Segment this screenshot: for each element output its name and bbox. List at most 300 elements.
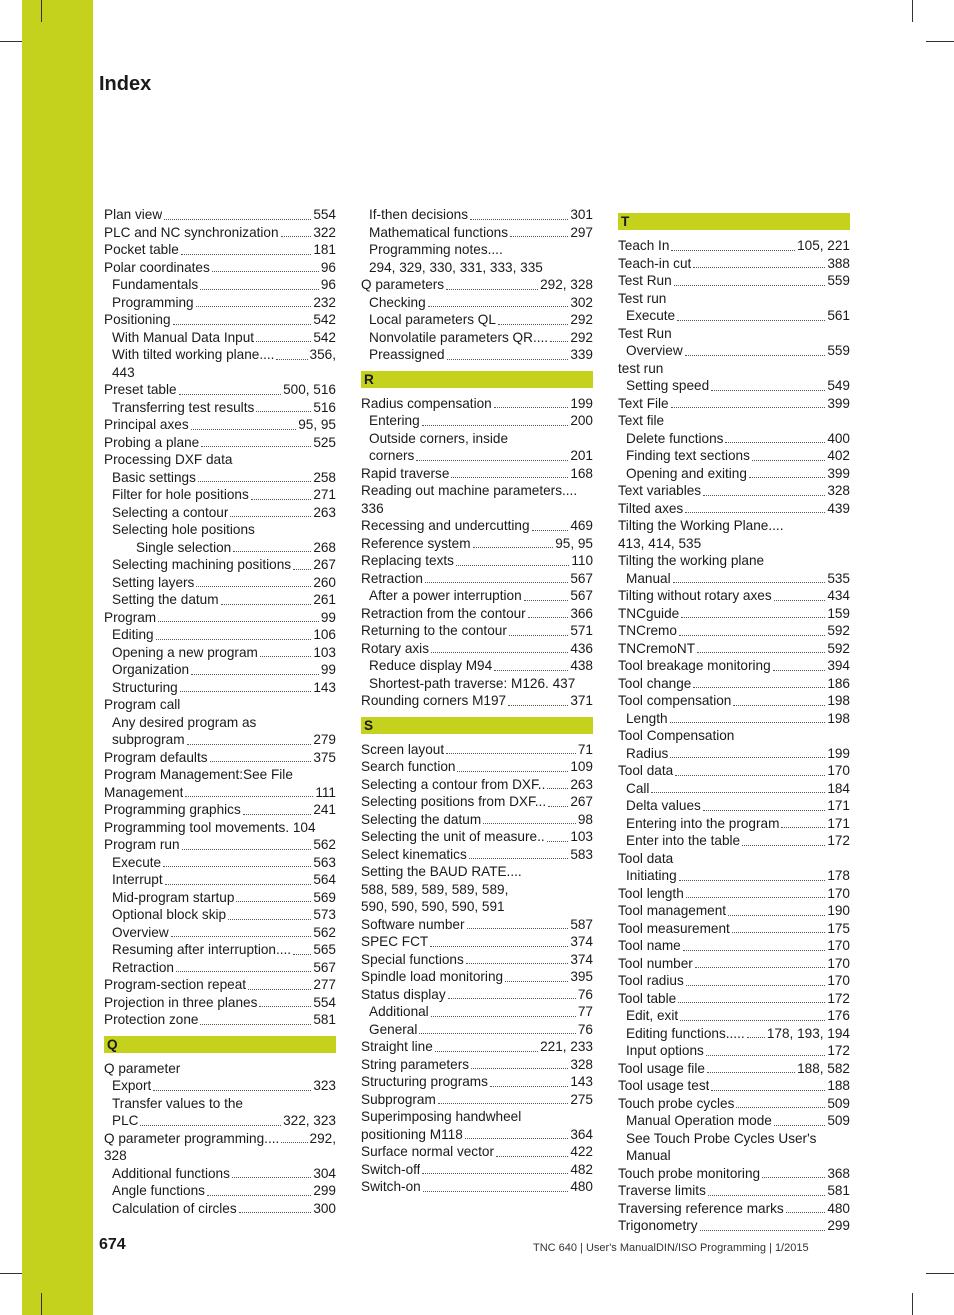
- index-entry: [361, 329, 593, 347]
- entry-term: Status display: [361, 986, 446, 1002]
- entry-term: Tool breakage monitoring: [618, 658, 771, 673]
- index-entry: [104, 994, 336, 1012]
- dot-leader: [725, 442, 825, 443]
- entry-pages: 480: [570, 1179, 593, 1194]
- entry-term: Q parameter programming....: [104, 1130, 280, 1146]
- index-entry: [104, 959, 336, 977]
- entry-term: Execute: [112, 854, 162, 870]
- entry-pages: 480: [827, 1200, 850, 1216]
- entry-term: Preset table: [104, 382, 177, 397]
- index-entry: [618, 622, 850, 640]
- entry-term: Program run: [104, 837, 180, 852]
- index-entry: [618, 570, 850, 588]
- index-entry: [104, 696, 336, 714]
- dot-leader: [686, 985, 826, 986]
- entry-pages: 394: [827, 658, 850, 673]
- entry-pages: 190: [827, 903, 850, 918]
- index-entry: [104, 819, 336, 837]
- entry-pages: 143: [313, 679, 336, 695]
- index-entry: [361, 447, 593, 465]
- entry-pages: 178: [827, 868, 850, 883]
- index-entry: [361, 640, 593, 658]
- entry-term: corners: [369, 448, 415, 463]
- entry-pages: 323: [313, 1078, 336, 1093]
- dot-leader: [431, 652, 568, 653]
- entry-pages: 198: [827, 710, 850, 726]
- index-entry: [361, 587, 593, 605]
- entry-pages: 98: [577, 811, 593, 827]
- dot-leader: [191, 429, 297, 430]
- entry-pages: 592: [827, 623, 850, 638]
- entry-term: Touch probe cycles: [618, 1095, 735, 1111]
- entry-term: Tool data: [618, 763, 674, 778]
- index-entry: [104, 329, 336, 347]
- dot-leader: [752, 460, 825, 461]
- index-entry: [618, 1007, 850, 1025]
- dot-leader: [490, 1086, 568, 1087]
- dot-leader: [548, 806, 568, 807]
- entry-pages: 292: [570, 329, 593, 345]
- index-column-3: [618, 206, 850, 1235]
- entry-term: Tool management: [618, 903, 727, 918]
- index-entry: [618, 272, 850, 290]
- entry-pages: 509: [827, 1113, 850, 1128]
- index-entry: [361, 500, 593, 518]
- index-entry: [361, 692, 593, 710]
- dot-leader: [200, 1024, 311, 1025]
- footer-text: TNC 640 | User's ManualDIN/ISO Programming | 1/2015: [533, 1242, 809, 1254]
- dot-leader: [469, 858, 569, 859]
- entry-pages: 232: [313, 294, 336, 310]
- entry-term: 413, 414, 535: [618, 535, 702, 551]
- section-letter: Q: [104, 1036, 336, 1053]
- entry-term: Polar coordinates: [104, 259, 210, 275]
- entry-pages: 571: [570, 623, 593, 638]
- entry-pages: 297: [570, 224, 593, 240]
- dot-leader: [697, 652, 825, 653]
- index-entry: [618, 500, 850, 518]
- entry-pages: 181: [313, 242, 336, 257]
- dot-leader: [685, 512, 825, 513]
- index-entry: [104, 206, 336, 224]
- entry-pages: 241: [313, 802, 336, 817]
- dot-leader: [693, 687, 825, 688]
- entry-pages: 175: [827, 920, 850, 936]
- index-entry: [618, 675, 850, 693]
- index-entry: [361, 1056, 593, 1074]
- entry-pages: 564: [313, 872, 336, 887]
- dot-leader: [510, 236, 568, 237]
- entry-pages: 95, 95: [555, 535, 593, 551]
- index-entry: [104, 889, 336, 907]
- entry-pages: 581: [313, 1012, 336, 1027]
- entry-term: 443: [112, 364, 135, 380]
- dot-leader: [671, 250, 795, 251]
- index-entry: [104, 1165, 336, 1183]
- entry-pages: 542: [313, 329, 336, 345]
- entry-pages: 277: [313, 977, 336, 992]
- entry-term: SPEC FCT: [361, 934, 429, 949]
- dot-leader: [706, 1055, 825, 1056]
- entry-term: Optional block skip: [112, 907, 227, 922]
- entry-term: TNCguide: [618, 605, 680, 621]
- index-entry: [618, 1200, 850, 1218]
- index-entry: [361, 1178, 593, 1196]
- entry-pages: 186: [827, 675, 850, 691]
- entry-pages: 302: [570, 294, 593, 310]
- index-entry: [361, 968, 593, 986]
- entry-pages: 188, 582: [797, 1060, 850, 1076]
- entry-pages: 110: [571, 553, 593, 568]
- index-entry: [361, 395, 593, 413]
- index-entry: [618, 605, 850, 623]
- entry-pages: 76: [577, 1021, 593, 1037]
- index-entry: [104, 749, 336, 767]
- entry-term: Q parameters: [361, 277, 445, 292]
- entry-pages: 402: [827, 448, 850, 463]
- entry-term: Mathematical functions: [369, 224, 509, 240]
- entry-pages: 260: [313, 574, 336, 590]
- entry-pages: 304: [313, 1165, 336, 1181]
- index-entry: [104, 871, 336, 889]
- index-entry: [618, 692, 850, 710]
- entry-pages: 105, 221: [797, 238, 850, 253]
- dot-leader: [742, 845, 825, 846]
- entry-term: Principal axes: [104, 417, 189, 432]
- index-entry: [618, 535, 850, 553]
- index-entry: [361, 846, 593, 864]
- index-entry: [361, 259, 593, 277]
- dot-leader: [236, 901, 311, 902]
- entry-term: TNCremoNT: [618, 640, 696, 656]
- dot-leader: [248, 989, 311, 990]
- dot-leader: [733, 705, 825, 706]
- dot-leader: [158, 621, 319, 622]
- side-color-bar: [22, 0, 93, 1315]
- index-entry: [361, 1161, 593, 1179]
- entry-term: Traversing reference marks: [618, 1200, 784, 1216]
- index-entry: [104, 469, 336, 487]
- entry-term: Rapid traverse: [361, 465, 450, 481]
- entry-pages: 388: [827, 255, 850, 271]
- crop-mark: [912, 1293, 913, 1315]
- entry-term: Edit, exit: [626, 1008, 679, 1023]
- dot-leader: [508, 705, 568, 706]
- index-entry: [618, 920, 850, 938]
- entry-pages: 170: [827, 763, 850, 778]
- entry-pages: 422: [570, 1144, 593, 1159]
- index-entry: [618, 1025, 850, 1043]
- entry-term: Finding text sections: [626, 448, 750, 463]
- index-entry: [618, 430, 850, 448]
- index-entry: [361, 811, 593, 829]
- entry-pages: 399: [827, 395, 850, 411]
- entry-pages: 99: [320, 609, 336, 625]
- entry-pages: 562: [313, 924, 336, 940]
- entry-term: Transferring test results: [112, 399, 255, 415]
- dot-leader: [293, 954, 311, 955]
- entry-term: Entering into the program: [626, 815, 780, 831]
- dot-leader: [451, 477, 568, 478]
- dot-leader: [430, 946, 568, 947]
- index-entry: [104, 836, 336, 854]
- dot-leader: [428, 306, 569, 307]
- entry-term: Fundamentals: [112, 277, 199, 292]
- dot-leader: [293, 569, 311, 570]
- index-entry: [361, 793, 593, 811]
- entry-term: Test run: [618, 290, 667, 306]
- entry-pages: 271: [313, 487, 336, 502]
- dot-leader: [505, 981, 568, 982]
- entry-pages: 95, 95: [298, 417, 336, 432]
- entry-term: Tilted axes: [618, 500, 684, 516]
- entry-pages: 567: [570, 570, 593, 586]
- entry-pages: 500, 516: [283, 382, 336, 397]
- index-column-1: [104, 206, 336, 1217]
- entry-term: Initiating: [626, 868, 677, 883]
- index-entry: [104, 434, 336, 452]
- dot-leader: [191, 674, 319, 675]
- entry-pages: 159: [827, 605, 850, 621]
- index-entry: [618, 290, 850, 308]
- entry-term: Traverse limits: [618, 1183, 706, 1198]
- entry-pages: 399: [827, 465, 850, 481]
- entry-pages: 199: [827, 745, 850, 761]
- entry-pages: 170: [827, 885, 850, 901]
- index-entry: [104, 364, 336, 382]
- index-entry: [361, 1073, 593, 1091]
- entry-term: Program-section repeat: [104, 977, 247, 992]
- dot-leader: [671, 407, 826, 408]
- entry-pages: 366: [570, 605, 593, 621]
- dot-leader: [163, 866, 311, 867]
- index-entry: [618, 867, 850, 885]
- index-entry: [104, 381, 336, 399]
- entry-term: Additional functions: [112, 1165, 230, 1181]
- entry-term: Programming: [112, 294, 194, 310]
- index-entry: [104, 644, 336, 662]
- entry-pages: 103: [313, 644, 336, 660]
- dot-leader: [448, 998, 576, 999]
- dot-leader: [196, 306, 312, 307]
- entry-pages: 172: [827, 990, 850, 1006]
- dot-leader: [179, 394, 282, 395]
- entry-pages: 400: [827, 430, 850, 446]
- entry-pages: 368: [827, 1165, 850, 1181]
- entry-term: Editing functions.....: [626, 1025, 745, 1041]
- dot-leader: [212, 271, 319, 272]
- dot-leader: [435, 1051, 538, 1052]
- entry-term: Resuming after interruption....: [112, 942, 292, 957]
- index-entry: [618, 640, 850, 658]
- dot-leader: [707, 1072, 795, 1073]
- entry-term: Tool measurement: [618, 920, 730, 936]
- entry-term: Surface normal vector: [361, 1144, 494, 1159]
- entry-term: With Manual Data Input: [112, 329, 255, 345]
- dot-leader: [675, 775, 825, 776]
- section-letter: R: [361, 371, 593, 388]
- entry-term: Delete functions: [626, 430, 724, 446]
- index-entry: [104, 679, 336, 697]
- entry-term: Returning to the contour: [361, 623, 507, 638]
- dot-leader: [683, 950, 826, 951]
- page-number: 674: [99, 1236, 126, 1253]
- dot-leader: [736, 1107, 825, 1108]
- entry-pages: 469: [570, 518, 593, 533]
- index-entry: [361, 1003, 593, 1021]
- dot-leader: [496, 1156, 568, 1157]
- entry-pages: 258: [313, 469, 336, 485]
- entry-term: Tool radius: [618, 973, 684, 988]
- entry-term: Tool table: [618, 990, 677, 1006]
- index-entry: [104, 1095, 336, 1113]
- index-entry: [104, 766, 336, 784]
- entry-term: Recessing and undercutting: [361, 518, 530, 533]
- entry-pages: 525: [313, 434, 336, 450]
- index-entry: [618, 1165, 850, 1183]
- entry-term: Selecting the unit of measure..: [361, 829, 545, 844]
- entry-term: Management: [104, 784, 184, 800]
- entry-pages: 263: [570, 776, 593, 792]
- entry-term: Tilting the working plane: [618, 553, 765, 568]
- entry-pages: 198: [827, 693, 850, 708]
- index-entry: [618, 657, 850, 675]
- entry-pages: 535: [827, 570, 850, 586]
- crop-mark: [0, 41, 22, 42]
- entry-pages: 267: [313, 557, 336, 572]
- entry-term: Outside corners, inside: [369, 430, 509, 446]
- dot-leader: [670, 757, 825, 758]
- index-entry: [104, 294, 336, 312]
- index-entry: [618, 1112, 850, 1130]
- entry-pages: 542: [313, 312, 336, 327]
- entry-term: 336: [361, 500, 384, 516]
- entry-term: Teach-in cut: [618, 255, 692, 271]
- entry-term: Shortest-path traverse: M126. 437: [369, 675, 576, 691]
- index-entry: [361, 1143, 593, 1161]
- entry-pages: 76: [577, 986, 593, 1002]
- index-entry: [361, 1108, 593, 1126]
- dot-leader: [207, 1195, 311, 1196]
- entry-term: Touch probe monitoring: [618, 1165, 761, 1181]
- dot-leader: [281, 1142, 307, 1143]
- entry-term: Superimposing handwheel: [361, 1109, 522, 1124]
- entry-term: Manual: [626, 1148, 671, 1163]
- entry-pages: 172: [827, 833, 850, 848]
- index-entry: [361, 465, 593, 483]
- entry-term: Any desired program as: [112, 714, 257, 730]
- entry-term: Execute: [626, 308, 676, 323]
- entry-term: Transfer values to the: [112, 1095, 243, 1111]
- entry-term: Radius: [626, 745, 669, 761]
- entry-pages: 268: [313, 539, 336, 555]
- index-entry: [104, 1182, 336, 1200]
- entry-term: Tool name: [618, 938, 681, 953]
- index-entry: [618, 955, 850, 973]
- entry-term: Trigonometry: [618, 1218, 698, 1233]
- entry-pages: 439: [827, 500, 850, 516]
- entry-pages: 328: [570, 1056, 593, 1072]
- dot-leader: [259, 1006, 311, 1007]
- entry-term: TNCremo: [618, 623, 677, 638]
- dot-leader: [239, 1212, 312, 1213]
- entry-term: Switch-off: [361, 1161, 421, 1177]
- dot-leader: [686, 897, 826, 898]
- entry-pages: 516: [313, 399, 336, 415]
- entry-term: Opening and exiting: [626, 465, 747, 481]
- index-entry: [104, 1130, 336, 1148]
- entry-term: Text file: [618, 413, 665, 428]
- entry-term: Export: [112, 1078, 152, 1093]
- entry-term: String parameters: [361, 1056, 470, 1072]
- entry-pages: 328: [827, 483, 850, 498]
- index-entry: [104, 259, 336, 277]
- entry-term: Mid-program startup: [112, 889, 235, 905]
- entry-pages: 339: [570, 347, 593, 362]
- entry-term: Projection in three planes: [104, 994, 258, 1010]
- entry-term: Tilting without rotary axes: [618, 588, 772, 603]
- entry-term: Local parameters QL: [369, 312, 496, 327]
- entry-term: General: [369, 1021, 418, 1037]
- entry-pages: 374: [570, 934, 593, 949]
- entry-term: Retraction from the contour: [361, 605, 526, 621]
- entry-term: Probing a plane: [104, 434, 200, 450]
- entry-term: Tool usage file: [618, 1060, 705, 1076]
- entry-pages: 275: [570, 1091, 593, 1107]
- dot-leader: [494, 407, 569, 408]
- dot-leader: [243, 814, 312, 815]
- entry-pages: 77: [577, 1004, 593, 1019]
- entry-pages: 561: [827, 308, 850, 323]
- entry-term: Tool length: [618, 885, 684, 901]
- entry-pages: 176: [827, 1008, 850, 1023]
- index-entry: [104, 731, 336, 749]
- dot-leader: [670, 722, 826, 723]
- index-entry: [104, 784, 336, 802]
- dot-leader: [685, 355, 826, 356]
- index-entry: [618, 972, 850, 990]
- dot-leader: [256, 411, 311, 412]
- dot-leader: [260, 656, 311, 657]
- dot-leader: [732, 932, 825, 933]
- entry-term: Selecting machining positions: [112, 557, 292, 572]
- entry-term: Setting speed: [626, 378, 710, 393]
- index-entry: [361, 741, 593, 759]
- entry-pages: 263: [313, 504, 336, 520]
- dot-leader: [693, 267, 825, 268]
- entry-pages: 178, 193, 194: [766, 1025, 850, 1041]
- index-entry: [618, 342, 850, 360]
- dot-leader: [774, 600, 826, 601]
- dot-leader: [762, 1177, 825, 1178]
- index-entry: [618, 1095, 850, 1113]
- dot-leader: [547, 788, 568, 789]
- index-entry: [104, 539, 336, 557]
- entry-term: Retraction: [112, 959, 174, 975]
- entry-pages: 292: [570, 312, 593, 327]
- entry-pages: 103: [570, 829, 593, 844]
- entry-term: Test Run: [618, 273, 672, 288]
- dot-leader: [196, 586, 311, 587]
- index-entry: [361, 776, 593, 794]
- entry-term: Call: [626, 780, 650, 796]
- index-entry: [104, 1200, 336, 1218]
- entry-pages: 99: [320, 662, 336, 677]
- entry-term: Selecting the datum: [361, 811, 482, 827]
- page-title: Index: [99, 73, 152, 95]
- entry-term: Angle functions: [112, 1183, 205, 1198]
- dot-leader: [781, 827, 825, 828]
